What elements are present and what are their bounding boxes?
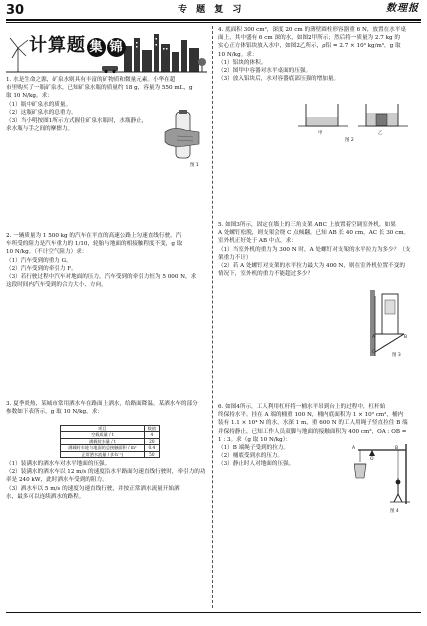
table-header: 项目 bbox=[61, 426, 145, 432]
table-row bbox=[61, 451, 160, 457]
table-cell: 满载时车轮与地面的总接触面积 / m² bbox=[61, 445, 145, 451]
figure-2-containers bbox=[298, 98, 410, 130]
q6-line: （1）B 端绳子受到的拉力。 bbox=[218, 445, 289, 452]
banner-title bbox=[29, 36, 126, 57]
q2-line: 2. 一辆质量为 1 500 kg 的汽车在平直的高速公路上匀速直线行驶，汽 bbox=[6, 233, 182, 239]
figure-3-caption: 图 3 bbox=[392, 353, 401, 358]
figure-4-point-b: B bbox=[395, 446, 399, 451]
q3-line: （1）装满水的洒水车对水平地面的压强。 bbox=[6, 461, 111, 467]
question-4 bbox=[218, 26, 421, 83]
column-divider bbox=[212, 26, 213, 608]
section-title: 专 题 复 习 bbox=[178, 5, 245, 15]
q5-line: 室外机正好处于 AB 中点，求： bbox=[218, 238, 297, 245]
table-cell: 正常洒水流量 / (t·h⁻¹) bbox=[61, 451, 145, 457]
q5-line: 架重力不计） bbox=[218, 254, 252, 261]
table-cell: 满载装水量 / t bbox=[61, 438, 145, 444]
table-cell: 空载质量 / t bbox=[61, 432, 145, 438]
q4-line: （2）图甲中容器对水平桌面的压强。 bbox=[218, 68, 312, 75]
table-cell: 0.4 bbox=[144, 445, 159, 451]
figure-3-point-a: A bbox=[372, 335, 376, 340]
figure-3-bracket bbox=[368, 290, 408, 358]
q2-line: 10 N/kg。（不计空气阻力）求： bbox=[6, 249, 88, 256]
q5-line: 5. 如图3所示，固定在墙上的三角支架 ABC 上放置着空调室外机，如果 bbox=[218, 222, 396, 228]
question-5 bbox=[218, 221, 421, 278]
q3-line: 率是 240 kW，此时洒水车受到的阻力。 bbox=[6, 477, 108, 484]
figure-2-caption: 图 2 bbox=[345, 138, 354, 143]
q4-line: （3）放入铝块后，水对容器底部压强的增加量。 bbox=[218, 76, 340, 83]
q2-line: （2）汽车受到的牵引力 F。 bbox=[6, 265, 77, 272]
q2-line: 这段时间内汽车受到的合力大小、方向。 bbox=[6, 282, 107, 289]
q2-line: （3）若行驶过程中汽车对地面的压力，汽车受到的牵引力恒为 5 000 N，求 bbox=[6, 274, 197, 281]
question-2 bbox=[6, 232, 206, 289]
q1-line: 1. 水是生命之源，矿泉水则具有丰富的矿物质和微量元素。小华在超 bbox=[6, 77, 176, 83]
q1-line: （3）当小明按图1所示方式握住矿泉水瓶时，水瓶静止， bbox=[6, 118, 148, 125]
q6-line: （2）桶底受到水的压力。 bbox=[218, 453, 284, 460]
q4-line: 实心正方体铝块放入水中，如图2乙所示，ρ铝 = 2.7 × 10³ kg/m³，g 取 bbox=[218, 43, 401, 50]
figure-4-lever bbox=[354, 444, 414, 506]
q4-line: 10 N/kg。求： bbox=[218, 51, 258, 58]
q3-line: （3）洒水车以 5 m/s 的速度匀速直线行驶，并按正常洒水流量开始洒 bbox=[6, 485, 180, 492]
q6-line: （3）静止时人对地面的压强。 bbox=[218, 461, 295, 468]
q2-line: （1）汽车受到的重力 G。 bbox=[6, 257, 72, 264]
header-rule-thick bbox=[6, 19, 421, 21]
q6-line: 终保持水平。挂在 A 端的桶重 100 N，桶内底面积为 1 × 10³ cm²，桶内 bbox=[218, 412, 404, 419]
q5-line: 情况下，室外机的重力不能超过多少？ bbox=[218, 271, 314, 278]
q3-line: 参数如下表所示，g 取 10 N/kg，求： bbox=[6, 409, 103, 416]
page-number: 30 bbox=[6, 3, 25, 18]
figure-3-point-c: C bbox=[372, 350, 376, 355]
q4-line: 4. 底面积 300 cm²，深度 20 cm 的薄壁圆柱形容器重 6 N，放置在水平桌 bbox=[218, 27, 406, 33]
q5-line: （1）当室外机的重力为 300 N 时，A 处螺钉对支架的水平拉力为多少？（支 bbox=[218, 246, 411, 253]
q4-line: 面上，其中盛有 6 cm 深的水，如图2甲所示；然后将一质量为 2.7 kg 的 bbox=[218, 35, 400, 42]
q5-line: （2）若 A 处螺钉对支架的水平拉力最大为 400 N，则在室外机位置不变的 bbox=[218, 263, 405, 270]
q3-line: 3. 夏季炎热，某城市常用洒水车在路面上洒水，给路面降温。某洒水车的部分 bbox=[6, 401, 198, 407]
q2-line: 车所受的阻力是汽车重力的 1/10，轮胎与地面的相接触程度不变，g 取 bbox=[6, 241, 183, 248]
q1-line: （2）这瓶矿泉水的总重力。 bbox=[6, 109, 77, 116]
question-3-parts bbox=[6, 460, 206, 501]
table-cell: 50 bbox=[144, 451, 159, 457]
figure-2-sublabel-a: 甲 bbox=[318, 131, 323, 136]
banner-badge-1: 集 bbox=[87, 38, 106, 57]
table-header: 数值 bbox=[144, 426, 159, 432]
q1-line: （1）瓶中矿泉水的质量。 bbox=[6, 101, 72, 108]
q3-parameter-table bbox=[60, 425, 160, 458]
banner-title-text: 计算题 bbox=[29, 35, 86, 56]
q3-line: （2）装满水的洒水车以 12 m/s 的速度沿水平路面匀速直线行驶时，牵引力的功 bbox=[6, 469, 206, 476]
q6-line: 装有 1.1 × 10⁴ N 的水，水深 1 m，重 600 N 的工人用绳子竖直拉住 B 端 bbox=[218, 420, 408, 427]
figure-1-caption: 图 1 bbox=[190, 163, 199, 168]
q1-line: 市里购买了一瓶矿泉水，已知矿泉水瓶的质量约 18 g，容量为 550 mL，g bbox=[6, 85, 193, 92]
q3-line: 水，最多可以连续洒水的路程。 bbox=[6, 493, 85, 500]
banner-badge-2: 锦 bbox=[107, 38, 126, 57]
brand-logo: 数理报 bbox=[386, 3, 419, 14]
table-cell: 20 bbox=[144, 438, 159, 444]
q4-line: （1）铝块的体积。 bbox=[218, 59, 267, 66]
figure-2-sublabel-b: 乙 bbox=[378, 131, 383, 136]
figure-1-hand-bottle bbox=[163, 110, 203, 162]
table-cell: 4 bbox=[144, 432, 159, 438]
figure-4-point-o: O bbox=[370, 457, 374, 462]
header-rule-thin bbox=[6, 22, 421, 23]
figure-4-caption: 图 4 bbox=[390, 509, 399, 514]
title-banner bbox=[6, 26, 207, 74]
footer-rule bbox=[6, 612, 421, 613]
question-3 bbox=[6, 400, 206, 416]
q6-line: 1 : 3。求（g 取 10 N/kg）： bbox=[218, 436, 292, 443]
figure-3-point-b: B bbox=[404, 335, 408, 340]
q6-line: 并保持静止，已知工作人员双脚与地面的接触面积为 400 cm²，OA : OB = bbox=[218, 428, 407, 435]
q6-line: 6. 如图4所示，工人利用杠杆将一桶水平吊到台上的过程中，杠杆始 bbox=[218, 404, 386, 410]
figure-4-point-a: A bbox=[352, 446, 356, 451]
q1-line: 求水瓶与手之间的摩擦力。 bbox=[6, 126, 74, 133]
q5-line: A 处螺钉松脱，则支架会绕 C 点倾翻。已知 AB 长 40 cm，AC 长 30 cm。 bbox=[218, 230, 410, 237]
page-header bbox=[6, 4, 421, 20]
q1-line: 取 10 N/kg。求： bbox=[6, 93, 53, 100]
